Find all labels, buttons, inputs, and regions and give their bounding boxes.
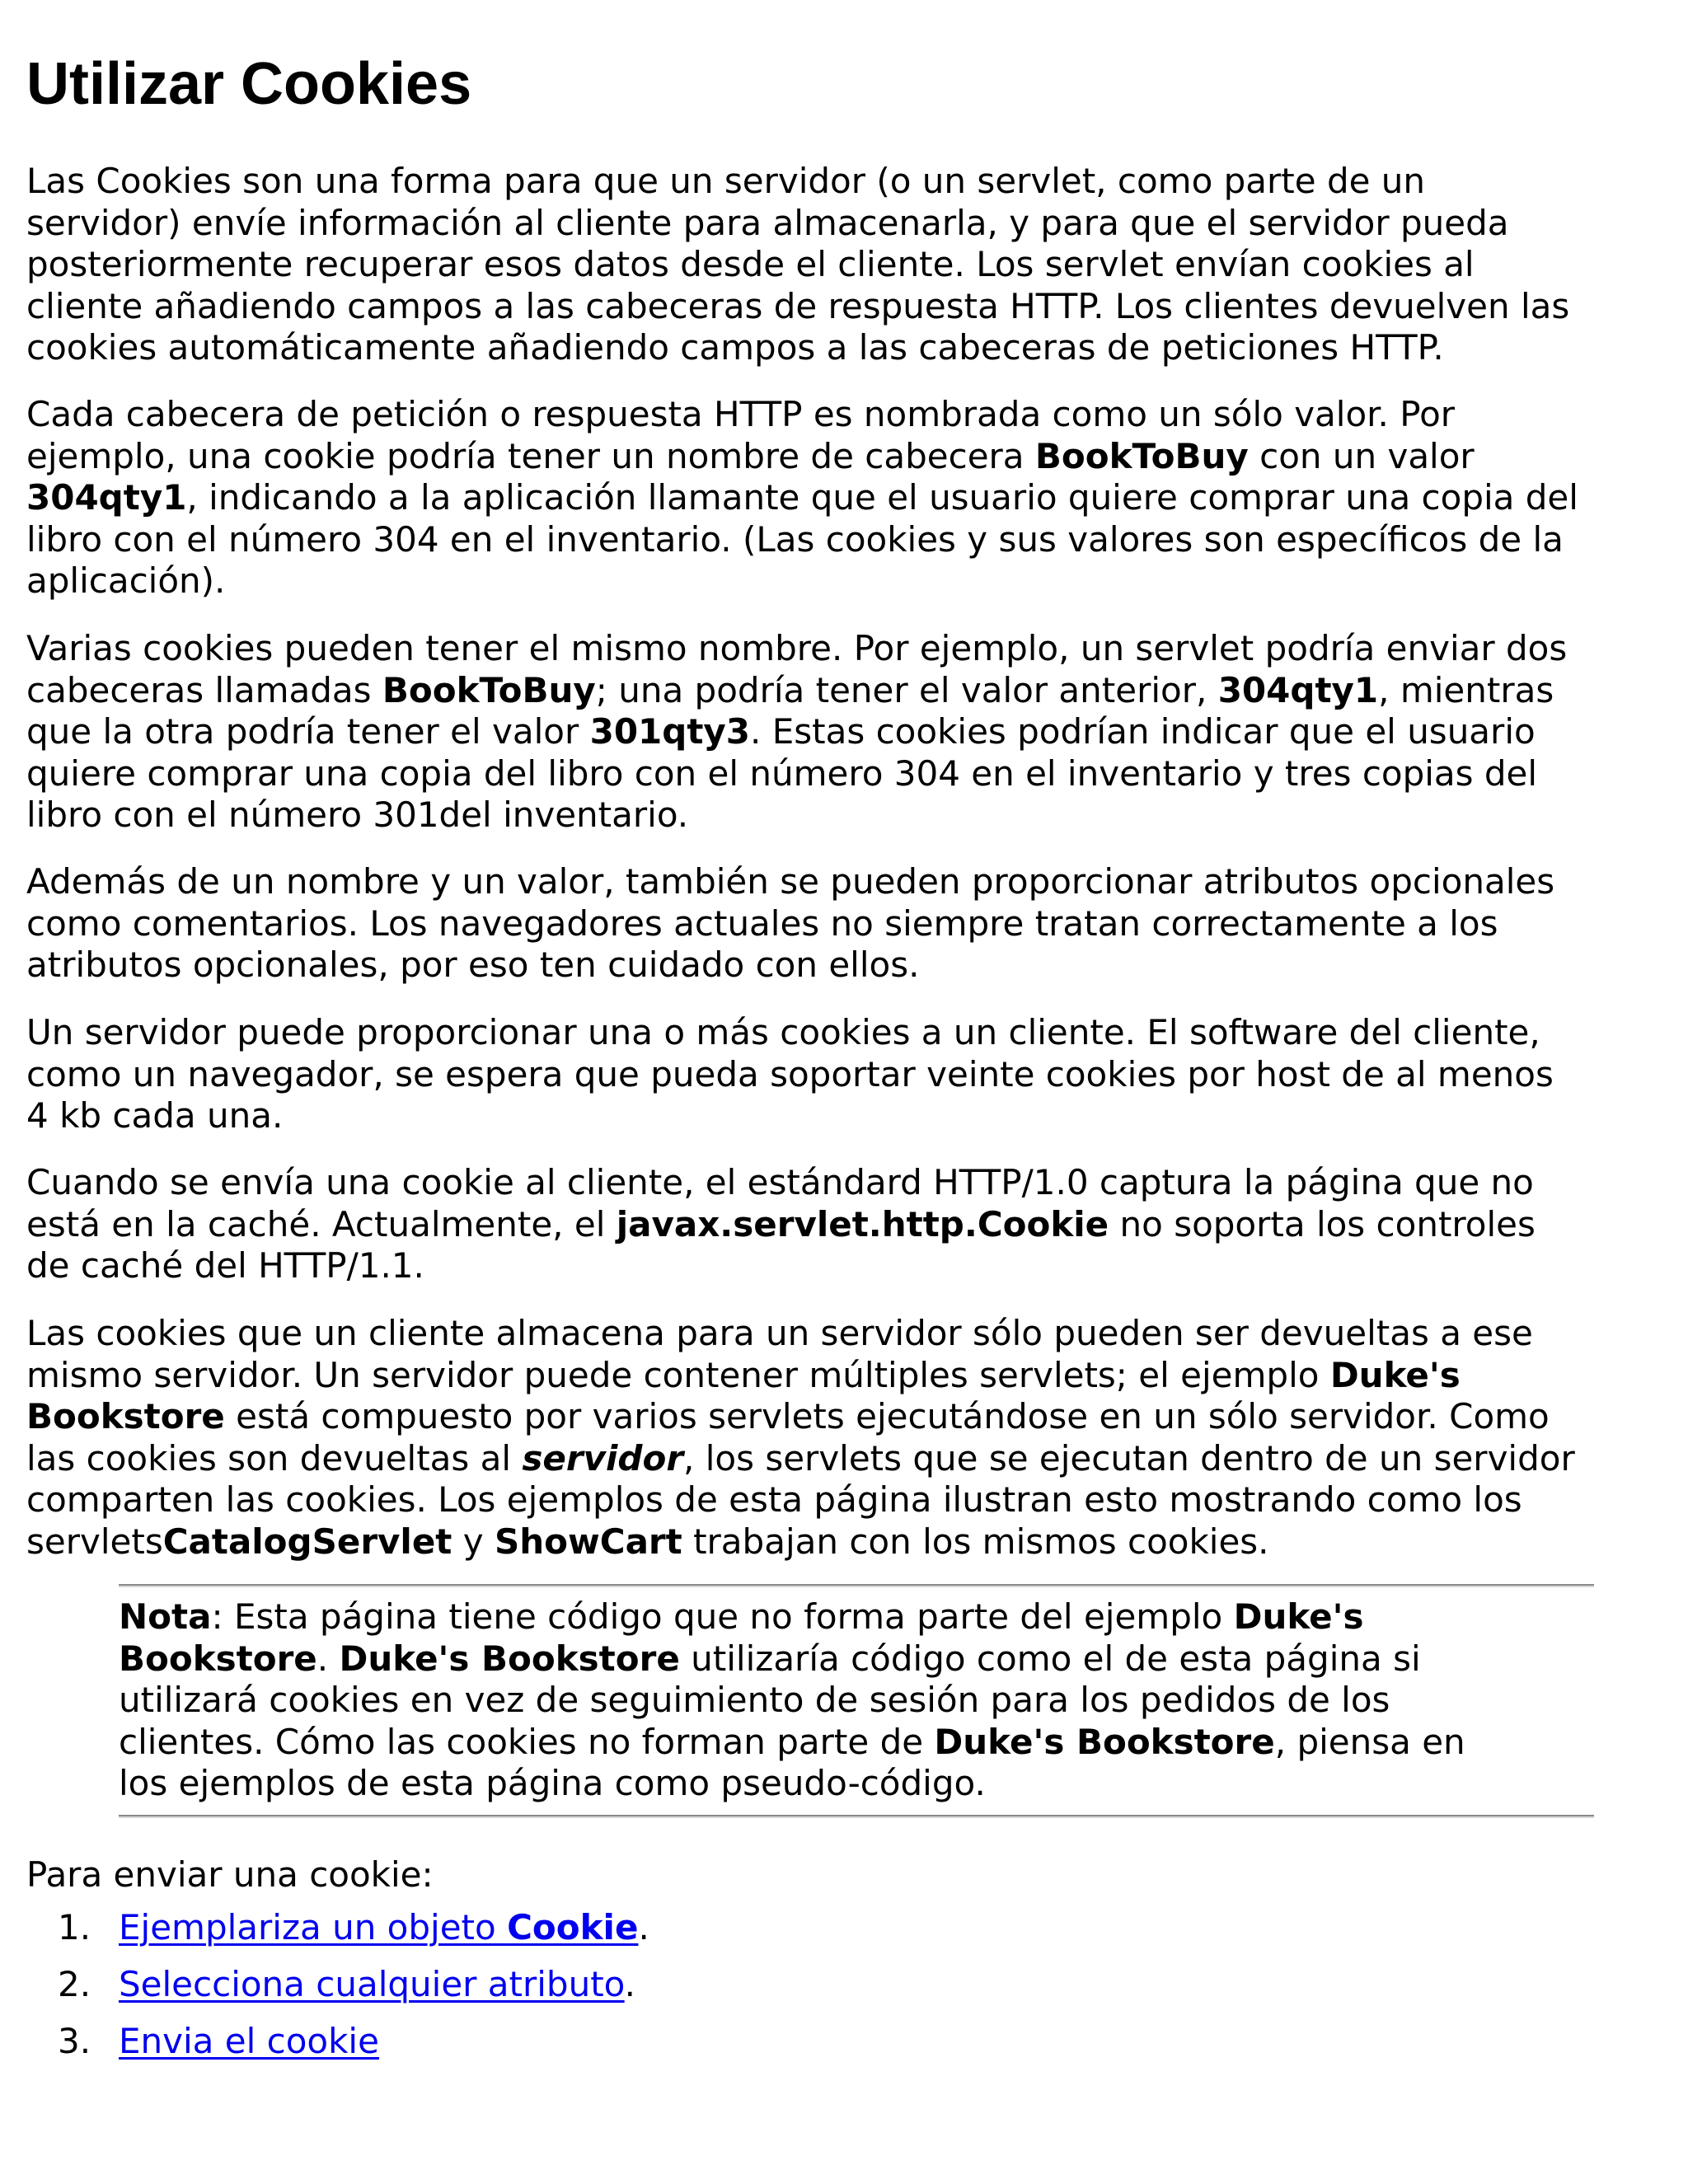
text-run: ejemplo, una cookie podría tener un nombre de cabecera xyxy=(26,435,1035,476)
paragraph-same-name xyxy=(26,628,1567,837)
text-run: ; una podría tener el valor anterior, xyxy=(595,669,1218,710)
text-run: mismo servidor. Un servidor puede contener múltiples servlets; el ejemplo xyxy=(26,1354,1330,1395)
text-run: servlets xyxy=(26,1521,163,1562)
text-run: . xyxy=(316,1638,340,1679)
text-line xyxy=(26,1355,1575,1397)
steps-list xyxy=(26,1907,649,2078)
bold-term: 304qty1 xyxy=(1217,669,1379,710)
text-line: comparten las cookies. Los ejemplos de esta página ilustran esto mostrando como los xyxy=(26,1479,1522,1520)
text-run: con un valor xyxy=(1248,435,1475,476)
bold-term: Bookstore xyxy=(26,1396,225,1436)
bold-term: javax.servlet.http.Cookie xyxy=(616,1203,1109,1244)
text-line: los ejemplos de esta página como pseudo-código. xyxy=(119,1763,986,1803)
text-line: como comentarios. Los navegadores actuales no siempre tratan correctamente a los xyxy=(26,902,1498,944)
list-number: 3. xyxy=(58,2021,91,2061)
text-run: , piensa en xyxy=(1274,1721,1465,1762)
link-text: Selecciona cualquier atributo xyxy=(119,1964,625,2004)
list-number: 1. xyxy=(58,1907,91,1947)
text-run: no soporta los controles xyxy=(1109,1203,1536,1244)
text-run: , los servlets que se ejecutan dentro de un servidor xyxy=(683,1437,1575,1479)
text-line: de caché del HTTP/1.1. xyxy=(26,1245,424,1286)
text-line: cookies automáticamente añadiendo campos a las cabeceras de peticiones HTTP. xyxy=(26,327,1444,368)
text-line: Las Cookies son una forma para que un servidor (o un servlet, como parte de un xyxy=(26,161,1426,201)
bold-term: Duke's xyxy=(1233,1596,1364,1637)
text-line: Varias cookies pueden tener el mismo nombre. Por ejemplo, un servlet podría enviar dos xyxy=(26,628,1568,668)
text-run: : Esta página tiene código que no forma parte del ejemplo xyxy=(211,1596,1234,1637)
bold-term: CatalogServlet xyxy=(162,1521,452,1562)
text-line: Cuando se envía una cookie al cliente, el estándard HTTP/1.0 captura la página que no xyxy=(26,1162,1534,1202)
text-run: cabeceras llamadas xyxy=(26,669,382,710)
text-line xyxy=(26,1396,1575,1438)
text-line xyxy=(26,670,1567,712)
step-link-set-attributes[interactable] xyxy=(119,1964,625,2004)
text-run: utilizaría código como el de esta página si xyxy=(679,1638,1421,1679)
text-line xyxy=(119,1596,1594,1638)
paragraph-optional-attributes xyxy=(26,861,1554,987)
text-line: posteriormente recuperar esos datos desde el cliente. Los servlet envían cookies al xyxy=(26,244,1475,284)
text-line: aplicación). xyxy=(26,560,226,601)
text-line xyxy=(26,477,1578,519)
text-line xyxy=(26,436,1578,478)
text-run: está compuesto por varios servlets ejecutándose en un sólo servidor. Como xyxy=(224,1396,1550,1436)
text-run: . Estas cookies podrían indicar que el usuario xyxy=(750,711,1536,752)
text-line: Además de un nombre y un valor, también se pueden proporcionar atributos opcionales xyxy=(26,861,1555,902)
text-line xyxy=(119,1722,1594,1764)
bold-italic-term: servidor xyxy=(522,1437,684,1479)
link-text: Envia el cookie xyxy=(119,2021,379,2061)
steps-intro: Para enviar una cookie: xyxy=(26,1854,434,1895)
text-line: cliente añadiendo campos a las cabeceras de respuesta HTTP. Los clientes devuelven las xyxy=(26,285,1570,326)
text-run: las cookies son devueltas al xyxy=(26,1437,523,1479)
paragraph-cookies-intro xyxy=(26,161,1569,369)
step-link-instantiate-cookie[interactable] xyxy=(119,1907,638,1947)
text-run: trabajan con los mismos cookies. xyxy=(682,1521,1269,1562)
text-run: y xyxy=(452,1521,495,1562)
note-text xyxy=(119,1596,1594,1805)
bold-term: Duke's xyxy=(1329,1354,1461,1395)
text-line: como un navegador, se espera que pueda soportar veinte cookies por host de al menos xyxy=(26,1053,1554,1094)
text-line xyxy=(26,1521,1575,1563)
list-punct: . xyxy=(624,1964,635,2004)
bold-term: Duke's Bookstore xyxy=(339,1638,680,1679)
text-line: atributos opcionales, por eso ten cuidado con ellos. xyxy=(26,944,920,985)
text-run: , indicando a la aplicación llamante que el usuario quiere comprar una copia del xyxy=(186,477,1578,518)
text-line xyxy=(26,1204,1536,1246)
bold-term: BookToBuy xyxy=(1034,435,1249,476)
text-line xyxy=(26,1438,1575,1480)
page-title: Utilizar Cookies xyxy=(26,51,472,117)
text-run: que la otra podría tener el valor xyxy=(26,711,590,752)
list-item xyxy=(26,1907,649,1964)
note-block xyxy=(119,1584,1594,1818)
document-page xyxy=(26,0,1667,2061)
list-number: 2. xyxy=(58,1964,91,2004)
list-punct: . xyxy=(638,1907,649,1947)
text-run: está en la caché. Actualmente, el xyxy=(26,1203,617,1244)
bold-term: 304qty1 xyxy=(26,477,187,518)
note-label: Nota xyxy=(119,1596,212,1637)
note-top-rule xyxy=(119,1584,1594,1587)
text-line: libro con el número 301del inventario. xyxy=(26,794,689,835)
bold-term: BookToBuy xyxy=(382,669,596,710)
list-item xyxy=(26,1964,649,2021)
paragraph-shared-cookies xyxy=(26,1313,1575,1563)
list-item xyxy=(26,2021,649,2078)
text-line xyxy=(26,711,1567,753)
note-bottom-rule xyxy=(119,1815,1594,1818)
link-text: Ejemplariza un objeto xyxy=(119,1907,508,1947)
paragraph-cache xyxy=(26,1162,1536,1287)
text-run: , mientras xyxy=(1378,669,1554,710)
bold-term: 301qty3 xyxy=(589,711,751,752)
text-line: Cada cabecera de petición o respuesta HTTP es nombrada como un sólo valor. Por xyxy=(26,394,1456,434)
text-run: clientes. Cómo las cookies no forman parte de xyxy=(119,1721,935,1762)
bold-term: ShowCart xyxy=(494,1521,682,1562)
link-bold-text: Cookie xyxy=(507,1907,639,1947)
text-line: servidor) envíe información al cliente para almacenarla, y para que el servidor pueda xyxy=(26,202,1509,243)
bold-term: Duke's Bookstore xyxy=(934,1721,1275,1762)
text-line: libro con el número 304 en el inventario. (Las cookies y sus valores son específicos de la xyxy=(26,518,1564,560)
text-line: Las cookies que un cliente almacena para un servidor sólo pueden ser devueltas a ese xyxy=(26,1313,1533,1353)
text-line xyxy=(119,1638,1594,1680)
text-line: utilizará cookies en vez de seguimiento de sesión para los pedidos de los xyxy=(119,1680,1390,1720)
paragraph-cookie-limits xyxy=(26,1012,1554,1137)
paragraph-header-value xyxy=(26,394,1578,602)
text-line: Un servidor puede proporcionar una o más cookies a un cliente. El software del cliente, xyxy=(26,1012,1540,1052)
text-line: 4 kb cada una. xyxy=(26,1095,284,1136)
text-line: quiere comprar una copia del libro con el número 304 en el inventario y tres copias del xyxy=(26,752,1538,794)
bold-term: Bookstore xyxy=(119,1638,317,1679)
step-link-send-cookie[interactable] xyxy=(119,2021,379,2061)
